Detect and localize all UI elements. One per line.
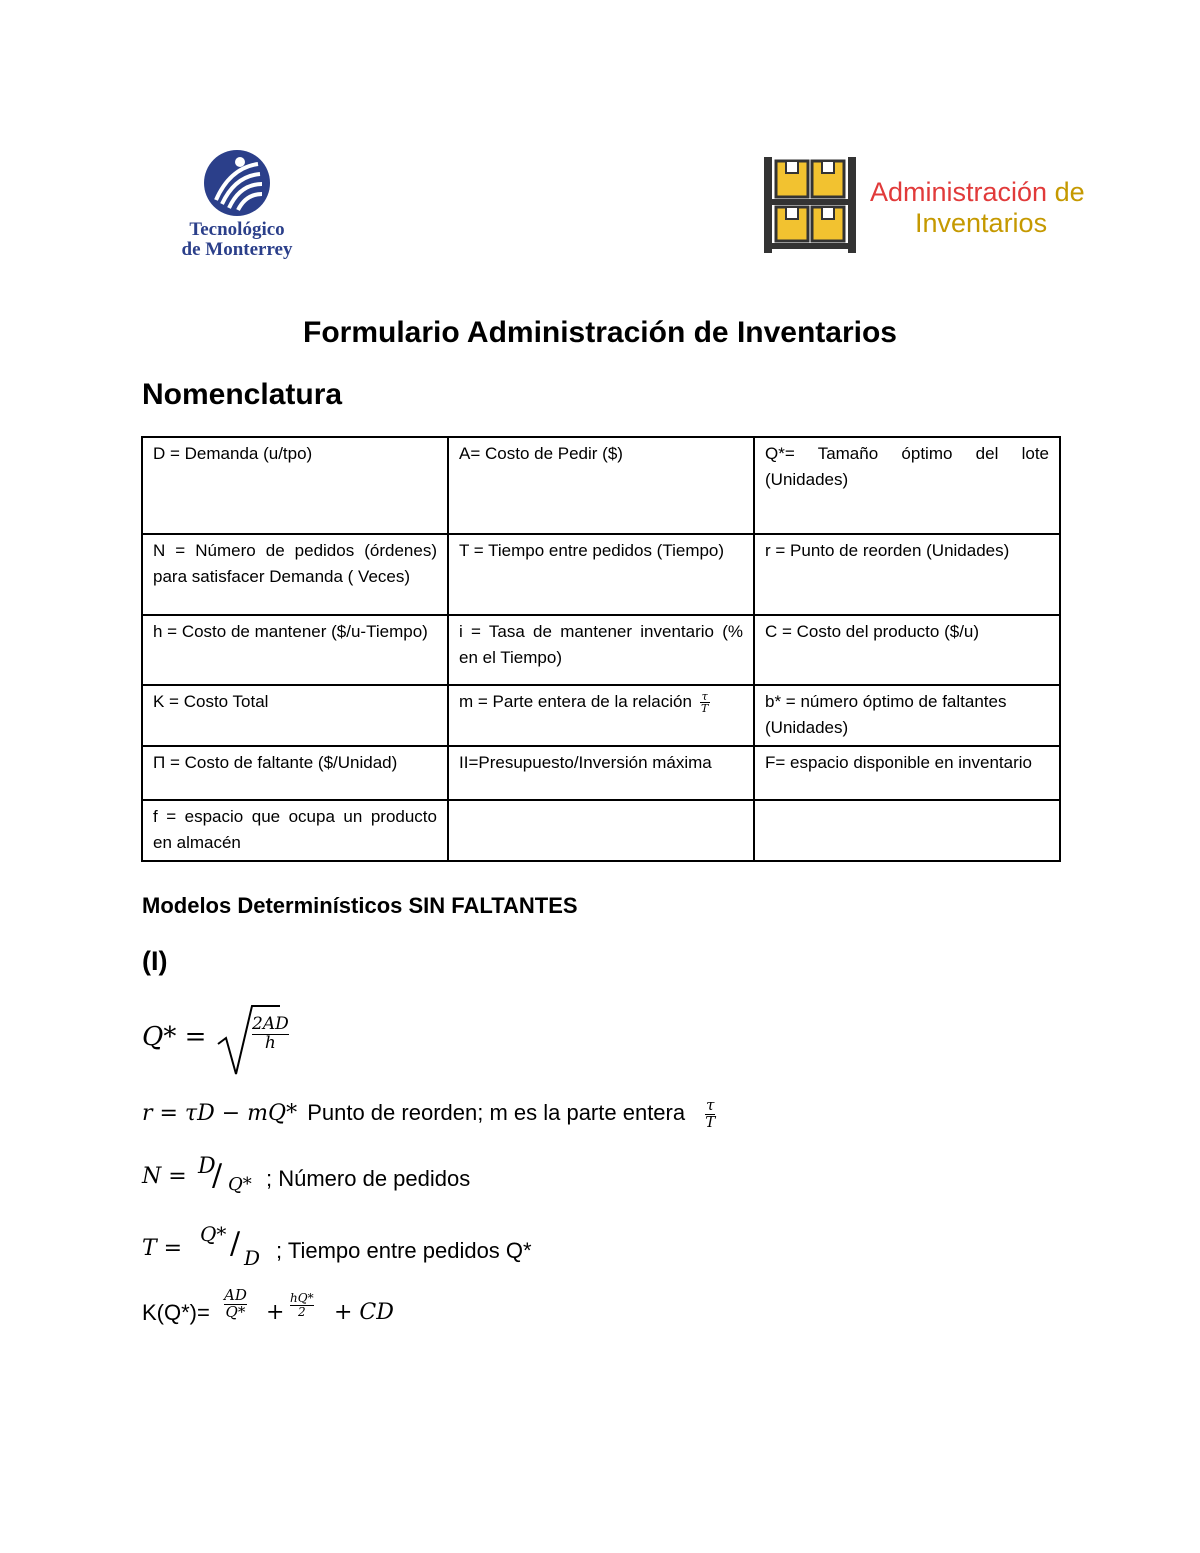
formula-lhs: T = [142,1236,183,1261]
k-fraction-1 [224,1288,247,1321]
frac-den: Q* [228,1174,252,1195]
logo-word-administracion: Administración [870,177,1048,207]
table-cell: Π = Costo de faltante ($/Unidad) [142,746,448,800]
frac-den: D [244,1246,261,1270]
table-cell: K = Costo Total [142,685,448,746]
formula-desc: ; Número de pedidos [266,1166,471,1191]
tec-line2: de Monterrey [181,239,293,260]
table-cell [448,685,754,746]
frac-num: hQ* [290,1291,314,1305]
plus-sign: + [266,1300,285,1325]
table-cell: b* = número óptimo de faltantes (Unidades) [754,685,1060,746]
formula-lhs: Q* = [142,1022,207,1052]
warehouse-shelf-icon [760,155,860,255]
frac-den: Q* [225,1302,246,1321]
frac-num: D [198,1154,216,1179]
tau-over-t-fraction [700,691,710,714]
table-row [142,534,1060,615]
k-fraction-2 [290,1292,314,1318]
table-cell: II=Presupuesto/Inversión máxima [448,746,754,800]
formula-lhs: r = τD − mQ* [142,1101,298,1127]
formula-lhs: N = [142,1164,187,1189]
formula-desc: Punto de reorden; m es la parte entera [307,1100,686,1126]
frac-den: T [701,702,709,716]
table-row [142,615,1060,685]
table-cell [448,800,754,861]
frac-num: τ [706,1096,715,1114]
table-cell: i = Tasa de mantener inventario (% en el Tiempo) [448,615,754,685]
frac-den: T [705,1112,716,1131]
frac-num: 2AD [252,1014,289,1034]
nomenclature-table [141,436,1061,862]
formula-lhs: K(Q*)= [142,1300,210,1325]
frac-slash: / [212,1158,223,1193]
relation-text: m = Parte entera de la relación [459,692,692,711]
tec-seal-icon [202,148,272,218]
model-label: (I) [142,946,168,976]
inventory-logo [760,155,1090,255]
tec-wordmark [172,220,302,260]
table-cell [754,800,1060,861]
logo-word-inventarios: Inventarios [915,208,1048,238]
table-row [142,685,1060,746]
nomenclatura-heading: Nomenclatura [142,378,343,411]
inventory-logo-line1 [870,177,1085,208]
table-cell: A= Costo de Pedir ($) [448,437,754,534]
table-cell: N = Número de pedidos (órdenes) para satisfacer Demanda ( Veces) [142,534,448,615]
sqrt-fraction [252,1016,289,1053]
frac-num: Q* [200,1222,227,1246]
frac-num: AD [224,1286,247,1304]
table-row [142,800,1060,861]
frac-den: h [264,1032,276,1053]
tau-over-t-fraction [705,1098,715,1131]
logo-word-de: de [1054,177,1085,207]
table-cell: Q*= Tamaño óptimo del lote (Unidades) [754,437,1060,534]
tec-line1: Tecnológico [189,219,285,240]
section-heading: Modelos Determinísticos SIN FALTANTES [142,893,578,918]
tec-logo [172,148,302,268]
page-title: Formulario Administración de Inventarios [303,316,897,349]
table-row [142,437,1060,534]
table-row [142,746,1060,800]
table-cell: D = Demanda (u/tpo) [142,437,448,534]
table-cell: C = Costo del producto ($/u) [754,615,1060,685]
table-cell: r = Punto de reorden (Unidades) [754,534,1060,615]
formula-desc: ; Tiempo entre pedidos Q* [276,1238,532,1263]
frac-num: τ [701,690,708,704]
frac-den: 2 [297,1304,306,1319]
frac-slash: / [230,1226,241,1261]
table-cell: F= espacio disponible en inventario [754,746,1060,800]
table-cell: f = espacio que ocupa un producto en almacén [142,800,448,861]
formula-reorder [142,1098,715,1131]
table-cell: h = Costo de mantener ($/u-Tiempo) [142,615,448,685]
table-cell: T = Tiempo entre pedidos (Tiempo) [448,534,754,615]
formula-tail: + CD [334,1300,394,1325]
